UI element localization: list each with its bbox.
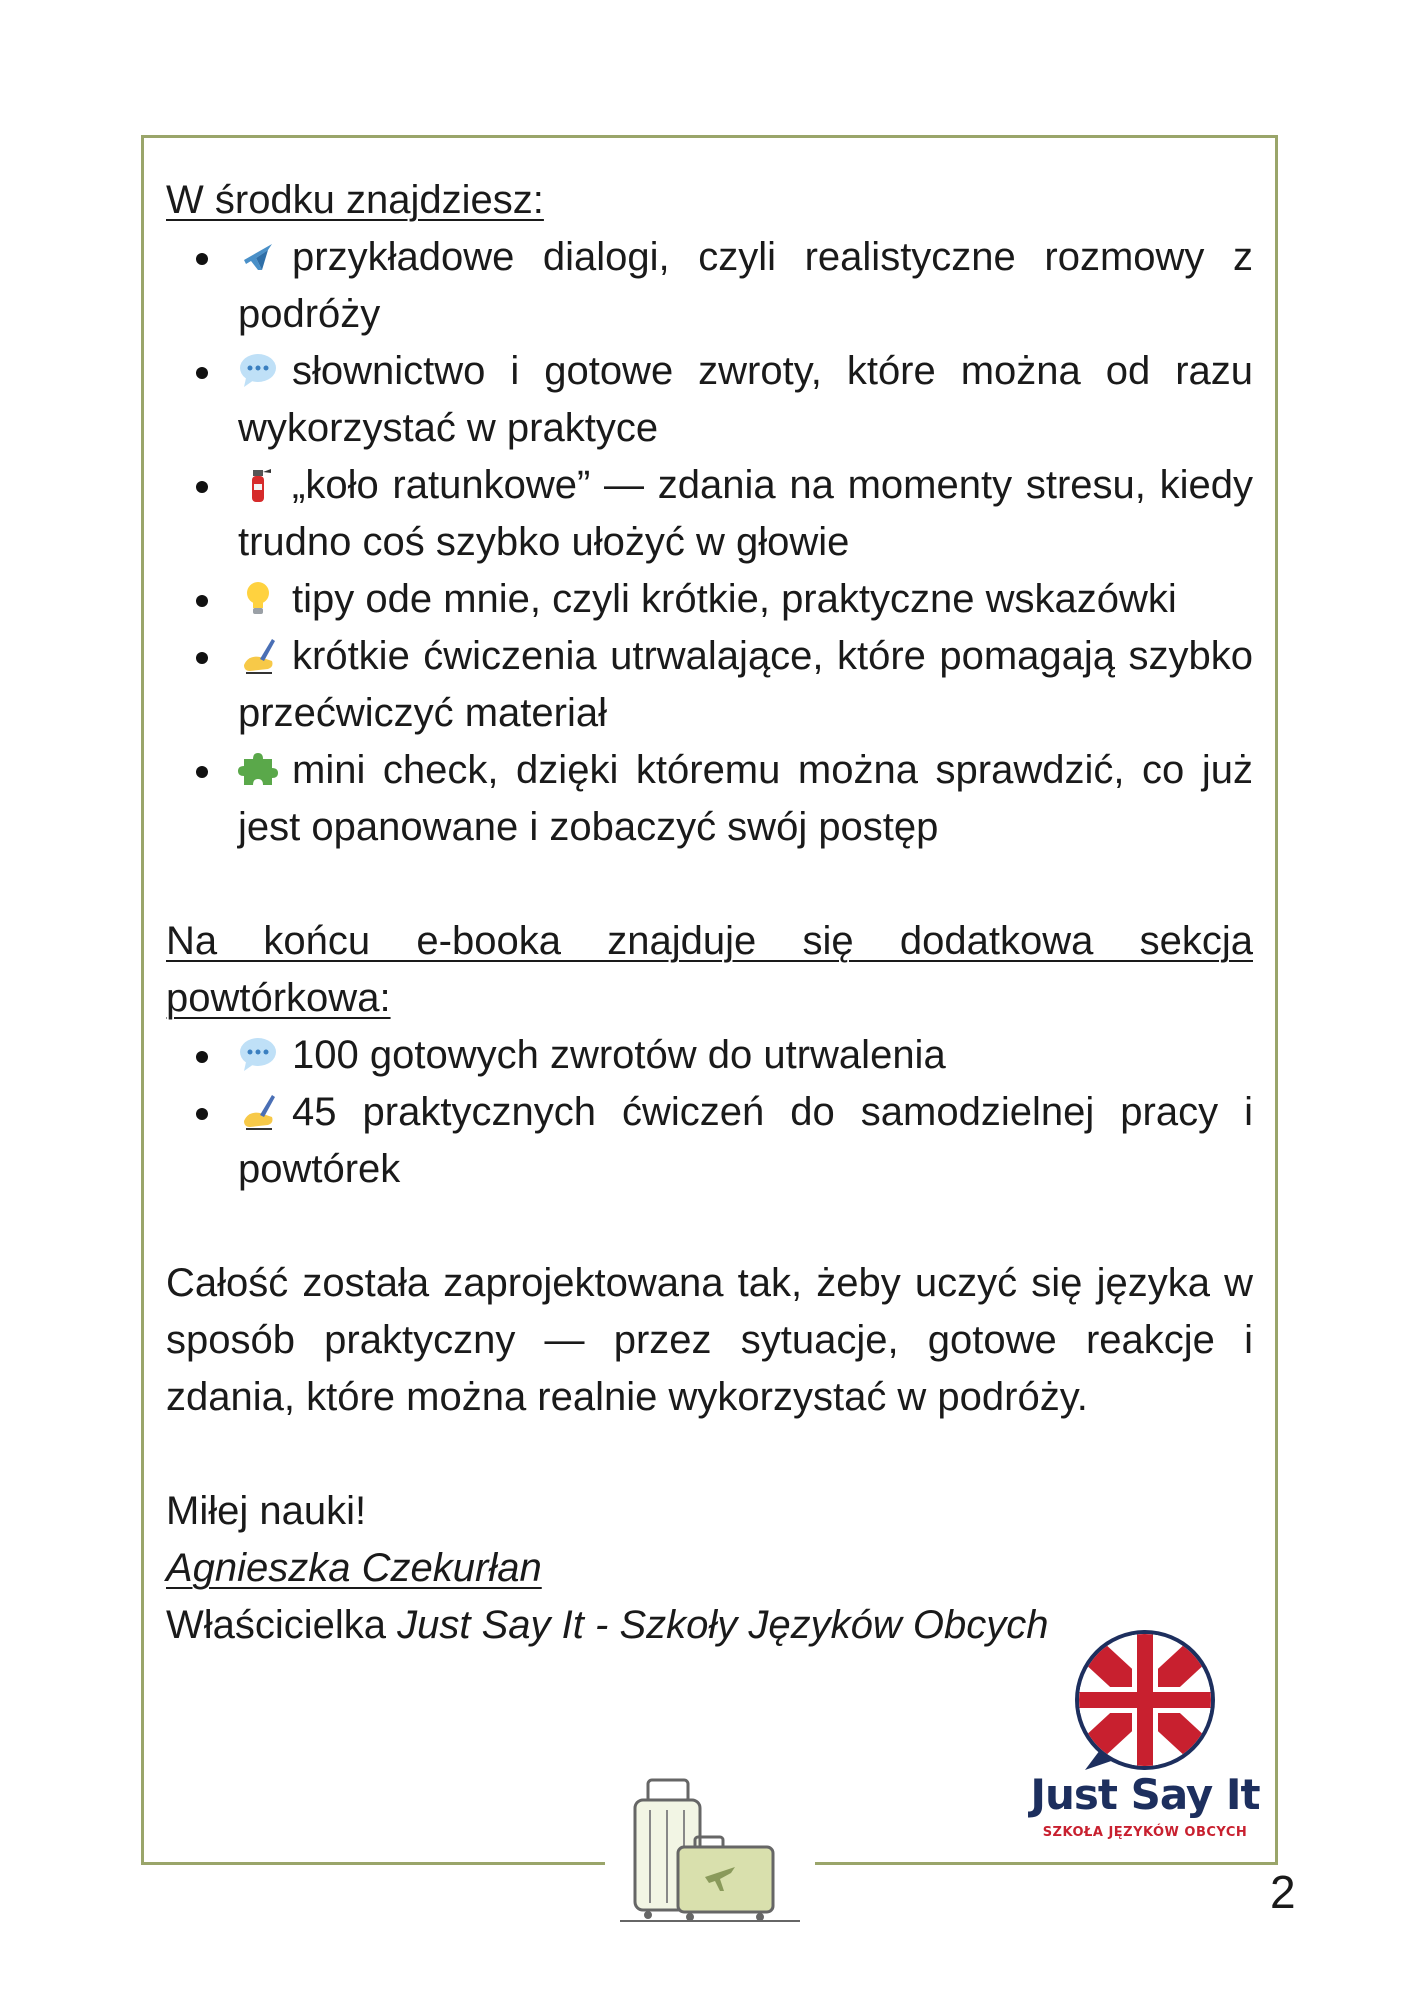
list-item: krótkie ćwiczenia utrwalające, które pomagają szybko przećwiczyć materiał: [238, 628, 1253, 742]
summary-paragraph: Całość została zaprojektowana tak, żeby uczyć się języka w sposób praktyczny — przez sytuacje, gotowe reakcje i zdania, które można realnie wykorzystać w podróży.: [166, 1261, 1253, 1419]
school-logo: [1030, 1630, 1260, 1840]
speech-bubble-icon: [238, 1034, 278, 1074]
uk-flag-bubble-icon: [1030, 1630, 1260, 1770]
section2-list: [166, 1027, 1253, 1198]
author-name: Agnieszka Czekurłan: [166, 1546, 542, 1590]
section2-heading-cont: powtórkowa:: [166, 976, 391, 1020]
logo-title: Just Say It: [1030, 1770, 1260, 1819]
luggage-icon: [620, 1775, 800, 1925]
airplane-icon: [238, 236, 278, 276]
section1-heading: W środku znajdziesz:: [166, 178, 544, 222]
puzzle-piece-icon: [238, 749, 278, 789]
list-item: mini check, dzięki któremu można sprawdzić, co już jest opanowane i zobaczyć swój postęp: [238, 742, 1253, 856]
list-item: tipy ode mnie, czyli krótkie, praktyczne wskazówki: [238, 571, 1253, 628]
writing-hand-icon: [238, 1091, 278, 1131]
list-item: słownictwo i gotowe zwroty, które można od razu wykorzystać w praktyce: [238, 343, 1253, 457]
list-item: 100 gotowych zwrotów do utrwalenia: [238, 1027, 1253, 1084]
list-item: „koło ratunkowe” — zdania na momenty stresu, kiedy trudno coś szybko ułożyć w głowie: [238, 457, 1253, 571]
writing-hand-icon: [238, 635, 278, 675]
light-bulb-icon: [238, 578, 278, 618]
school-name: Just Say It - Szkoły Języków Obcych: [397, 1603, 1049, 1647]
author-role: Właścicielka Just Say It - Szkoły Języków Obcych: [166, 1603, 1049, 1647]
list-item: 45 praktycznych ćwiczeń do samodzielnej pracy i powtórek: [238, 1084, 1253, 1198]
fire-extinguisher-icon: [238, 464, 278, 504]
logo-subtitle: SZKOŁA JĘZYKÓW OBCYCH: [1042, 1825, 1248, 1840]
section1-list: [166, 229, 1253, 856]
speech-bubble-icon: [238, 350, 278, 390]
section2-heading: Na końcu e-booka znajduje się dodatkowa sekcja: [166, 919, 1253, 963]
page-number: 2: [1270, 1866, 1296, 1918]
main-content: [166, 172, 1253, 1654]
list-item: przykładowe dialogi, czyli realistyczne rozmowy z podróży: [238, 229, 1253, 343]
greeting: Miłej nauki!: [166, 1489, 367, 1533]
